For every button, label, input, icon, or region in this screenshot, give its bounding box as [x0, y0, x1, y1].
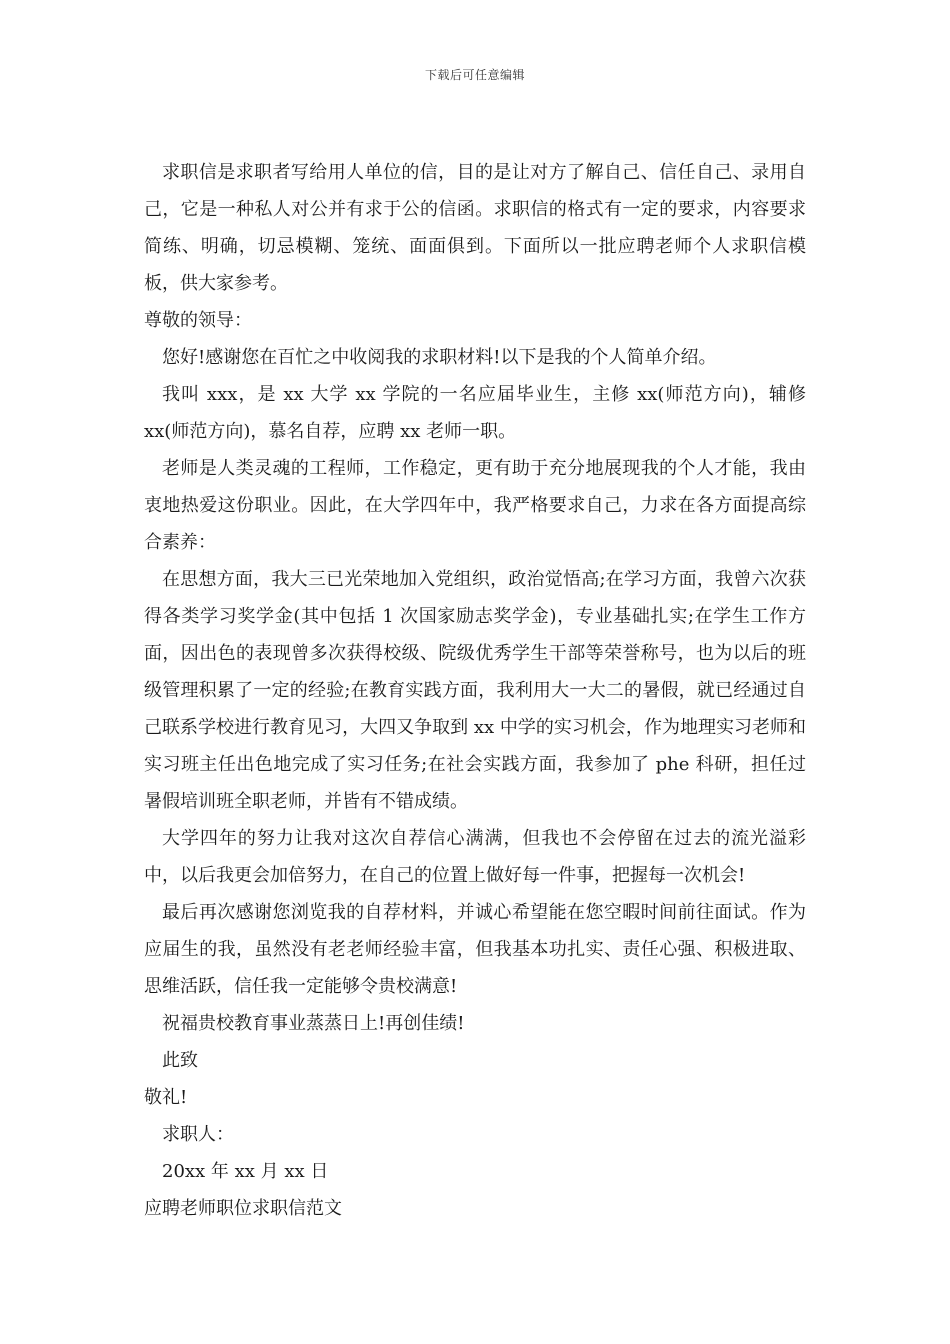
wish-line: 祝福贵校教育事业蒸蒸日上!再创佳绩! — [162, 1013, 465, 1034]
next-section-title: 应聘老师职位求职信范文 — [144, 1198, 342, 1219]
greeting-paragraph: 您好!感谢您在百忙之中收阅我的求职材料!以下是我的个人简单介绍。 — [162, 347, 717, 368]
teacher-paragraph: 老师是人类灵魂的工程师，工作稳定，更有助于充分地展现我的个人才能，我由衷地热爱这份职业。因此，在大学四年中，我严格要求自己，力求在各方面提高综合素养： — [144, 458, 806, 553]
confidence-paragraph: 大学四年的努力让我对这次自荐信心满满，但我也不会停留在过去的流光溢彩中，以后我更会加倍努力，在自己的位置上做好每一件事，把握每一次机会! — [144, 828, 806, 886]
signer-line: 求职人： — [162, 1124, 234, 1145]
salutation: 尊敬的领导： — [144, 310, 252, 331]
ci-zhi-line: 此致 — [162, 1050, 198, 1071]
self-intro-paragraph: 我叫 xxx，是 xx 大学 xx 学院的一名应届毕业生，主修 xx(师范方向)，辅修 xx(师范方向)，慕名自荐，应聘 xx 老师一职。 — [144, 384, 806, 442]
date-line: 20xx 年 xx 月 xx 日 — [162, 1161, 329, 1182]
closing-paragraph: 最后再次感谢您浏览我的自荐材料，并诚心希望能在您空暇时间前往面试。作为应届生的我，虽然没有老老师经验丰富，但我基本功扎实、责任心强、积极进取、思维活跃，信任我一定能够令贵校满意! — [144, 902, 806, 997]
jing-li-line: 敬礼! — [144, 1087, 188, 1108]
details-paragraph: 在思想方面，我大三已光荣地加入党组织，政治觉悟高;在学习方面，我曾六次获得各类学习奖学金(其中包括 1 次国家励志奖学金)，专业基础扎实;在学生工作方面，因出色的表现曾多次获得校级、院级优秀学生干部等荣誉称号，也为以后的班级管理积累了一定的经验;在教育实践方面，我利用大一大二的暑假，就已经通过自己联系学校进行教育见习，大四又争取到 xx 中学的实习机会，作为地理实习老师和实习班主任出色地完成了实习任务;在社会实践方面，我参加了 phe 科研，担任过暑假培训班全职老师，并皆有不错成绩。 — [144, 569, 806, 812]
letter-body — [144, 154, 806, 1227]
intro-paragraph: 求职信是求职者写给用人单位的信，目的是让对方了解自己、信任自己、录用自己，它是一种私人对公并有求于公的信函。求职信的格式有一定的要求，内容要求简练、明确，切忌模糊、笼统、面面俱到。下面所以一批应聘老师个人求职信模板，供大家参考。 — [144, 162, 806, 294]
page-header: 下载后可任意编辑 — [424, 68, 525, 82]
